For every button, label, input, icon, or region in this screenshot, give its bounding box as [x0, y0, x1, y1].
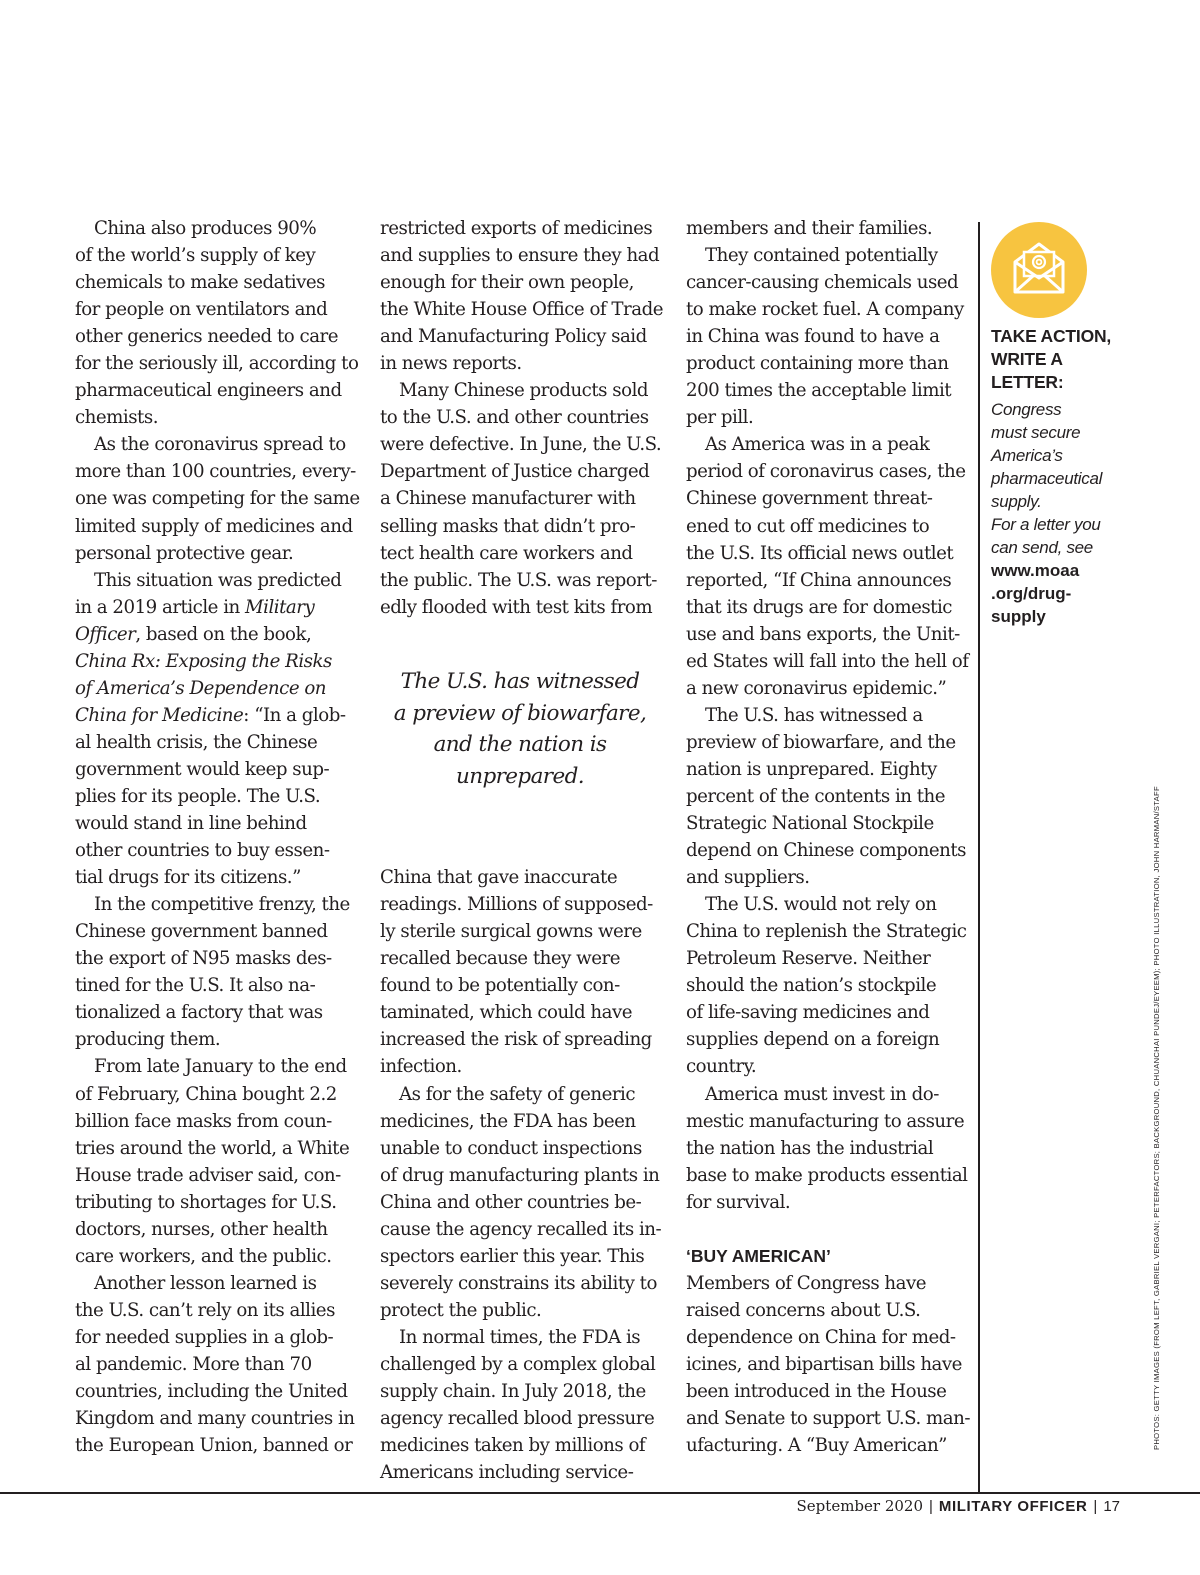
text-line: The U.S. has witnessed a [705, 704, 923, 726]
text-run: , based on the book, [135, 623, 312, 645]
text-line: producing them. [75, 1029, 221, 1051]
text-line: China also produces 90% [94, 218, 317, 239]
column-divider [978, 222, 980, 1492]
text-line: pharmaceutical engineers and [75, 380, 342, 402]
text-line: infection. [380, 1056, 462, 1078]
text-line: billion face masks from coun- [75, 1110, 332, 1132]
text-line: for people on ventilators and [75, 299, 328, 321]
text-line: challenged by a complex global [380, 1353, 656, 1375]
text-line: Many Chinese products sold [399, 380, 649, 402]
text-line [75, 648, 367, 675]
pull-quote-line: and the nation is [433, 732, 607, 757]
text-line: preview of biowarfare, and the [686, 731, 956, 753]
text-line: Petroleum Reserve. Neither [686, 948, 931, 970]
link-line[interactable]: www.moaa [991, 561, 1080, 580]
italic-title: China Rx: Exposing the Risks [75, 650, 332, 672]
text-line: medicines, the FDA has been [380, 1110, 636, 1132]
text-line: icines, and bipartisan bills have [686, 1353, 962, 1375]
footer-separator: | [1093, 1498, 1098, 1515]
text-line: raised concerns about U.S. [686, 1299, 921, 1321]
text-line: cancer-causing chemicals used [686, 272, 959, 294]
pull-quote-line: The U.S. has witnessed [400, 669, 640, 694]
text-line: Chinese government threat- [686, 488, 933, 510]
text-line: limited supply of medicines and [75, 515, 353, 537]
footer-rule [0, 1492, 1200, 1494]
italic-title: China for Medicine [75, 704, 244, 726]
text-run: : “In a glob- [243, 704, 346, 726]
text-line: severely constrains its ability to [380, 1272, 657, 1294]
text-line: of drug manufacturing plants in [380, 1164, 660, 1186]
text-line: a Chinese manufacturer with [380, 488, 636, 510]
text-line: cause the agency recalled its in- [380, 1218, 662, 1240]
text-line: agency recalled blood pressure [380, 1408, 655, 1430]
text-line: Department of Justice charged [380, 461, 650, 483]
text-line: Americans including service- [380, 1462, 634, 1484]
text-line: tect health care workers and [380, 542, 633, 564]
text-line: mestic manufacturing to assure [686, 1110, 965, 1132]
text-line: the U.S. can’t rely on its allies [75, 1299, 335, 1321]
text-line: They contained potentially [705, 245, 938, 267]
text-line: increased the risk of spreading [380, 1029, 652, 1051]
text-line: enough for their own people, [380, 272, 634, 294]
sidebar-body-line: pharmaceutical [991, 469, 1103, 488]
text-line: would stand in line behind [75, 813, 307, 835]
text-line: tries around the world, a White [75, 1137, 350, 1159]
text-line: of the world’s supply of key [75, 245, 316, 267]
text-line: in China was found to have a [686, 326, 940, 348]
article-column-3 [686, 215, 978, 1459]
section-subhead: ‘BUY AMERICAN’ [686, 1245, 831, 1266]
text-line: supply chain. In July 2018, the [380, 1381, 646, 1403]
text-line: tined for the U.S. It also na- [75, 975, 316, 997]
text-line: In normal times, the FDA is [399, 1326, 641, 1348]
text-line: base to make products essential [686, 1164, 968, 1186]
text-line: restricted exports of medicines [380, 218, 653, 239]
italic-title: Military [245, 596, 315, 618]
text-line: of life-saving medicines and [686, 1002, 930, 1024]
text-line: for survival. [686, 1191, 791, 1213]
text-line: tionalized a factory that was [75, 1002, 323, 1024]
text-line: the public. The U.S. was report- [380, 569, 657, 591]
take-action-sidebar [991, 222, 1131, 628]
text-line: From late January to the end [94, 1056, 347, 1078]
text-line: per pill. [686, 407, 754, 429]
text-line: al pandemic. More than 70 [75, 1353, 312, 1375]
text-line: period of coronavirus cases, the [686, 461, 966, 483]
article-column-1 [75, 215, 367, 1459]
text-line [75, 594, 367, 621]
text-line: America must invest in do- [705, 1083, 939, 1105]
text-line: and Senate to support U.S. man- [686, 1408, 970, 1430]
sidebar-body-line: can send, see [991, 538, 1093, 557]
sidebar-heading-line: TAKE ACTION, [991, 326, 1112, 346]
text-line: the European Union, banned or [75, 1435, 353, 1457]
text-run: in a 2019 article in [75, 596, 246, 618]
text-line: and suppliers. [686, 867, 810, 889]
text-line: unable to conduct inspections [380, 1137, 642, 1159]
text-line: Another lesson learned is [94, 1272, 317, 1294]
text-line: been introduced in the House [686, 1381, 947, 1403]
page-footer [797, 1497, 1120, 1515]
text-line: selling masks that didn’t pro- [380, 515, 636, 537]
link-line[interactable]: supply [991, 607, 1046, 626]
text-line: doctors, nurses, other health [75, 1218, 328, 1240]
text-line: In the competitive frenzy, the [94, 894, 350, 916]
text-line: As for the safety of generic [399, 1083, 636, 1105]
text-line: to make rocket fuel. A company [686, 299, 964, 321]
text-line: percent of the contents in the [686, 785, 946, 807]
text-line: ufacturing. A “Buy American” [686, 1435, 947, 1457]
text-line: chemicals to make sedatives [75, 272, 325, 294]
text-line: the export of N95 masks des- [75, 948, 332, 970]
text-line: to the U.S. and other countries [380, 407, 649, 429]
text-line: the U.S. Its official news outlet [686, 542, 954, 564]
text-line: protect the public. [380, 1299, 542, 1321]
text-line: ly sterile surgical gowns were [380, 921, 642, 943]
text-line: dependence on China for med- [686, 1326, 956, 1348]
text-line: other generics needed to care [75, 326, 339, 348]
sidebar-body-line: Congress [991, 400, 1062, 419]
text-line: ened to cut off medicines to [686, 515, 930, 537]
photo-credit: PHOTOS: GETTY IMAGES (FROM LEFT, GABRIEL VERGANI; PETERFACTORS; BACKGROUND, CHUANCHAI PUNDEJ/EYEEM); PHOTO ILLUSTRATION, JOHN HARMAN/STAFF [1152, 786, 1161, 1450]
text-line: 200 times the acceptable limit [686, 380, 952, 402]
text-line: for needed supplies in a glob- [75, 1326, 334, 1348]
text-line: As America was in a peak [705, 434, 930, 456]
text-line: recalled because they were [380, 948, 620, 970]
italic-title: of America’s Dependence on [75, 677, 327, 699]
sidebar-body [991, 398, 1131, 559]
envelope-at-icon [991, 222, 1087, 318]
text-line: a new coronavirus epidemic.” [686, 677, 947, 699]
text-line: for the seriously ill, according to [75, 353, 359, 375]
text-line: tributing to shortages for U.S. [75, 1191, 337, 1213]
drug-supply-link[interactable] [991, 559, 1131, 628]
text-line: more than 100 countries, every- [75, 461, 356, 483]
text-line: that its drugs are for domestic [686, 596, 952, 618]
text-line: found to be potentially con- [380, 975, 620, 997]
text-line: one was competing for the same [75, 488, 360, 510]
article-column-2 [380, 215, 672, 1486]
text-line [75, 621, 367, 648]
text-line: China that gave inaccurate [380, 867, 618, 889]
text-line: nation is unprepared. Eighty [686, 758, 937, 780]
text-line: Members of Congress have [686, 1272, 927, 1294]
text-line: Chinese government banned [75, 921, 328, 943]
text-line: tial drugs for its citizens.” [75, 867, 301, 889]
pull-quote [380, 666, 660, 792]
text-line: Kingdom and many countries in [75, 1408, 355, 1430]
text-line: depend on Chinese components [686, 840, 967, 862]
sidebar-body-line: must secure [991, 423, 1081, 442]
magazine-name: MILITARY OFFICER [938, 1498, 1088, 1515]
text-line: Strategic National Stockpile [686, 813, 934, 835]
text-line: and supplies to ensure they had [380, 245, 660, 267]
text-line: taminated, which could have [380, 1002, 633, 1024]
text-line: reported, “If China announces [686, 569, 952, 591]
italic-title: Officer [75, 623, 136, 645]
text-line: spectors earlier this year. This [380, 1245, 645, 1267]
pull-quote-line: unprepared. [455, 763, 585, 789]
text-line: countries, including the United [75, 1381, 348, 1403]
page-number: 17 [1103, 1498, 1120, 1515]
text-line: care workers, and the public. [75, 1245, 332, 1267]
text-line: edly flooded with test kits from [380, 596, 653, 618]
text-line: other countries to buy essen- [75, 840, 330, 862]
text-line: The U.S. would not rely on [705, 894, 937, 916]
text-line [75, 675, 367, 702]
text-line [75, 702, 367, 729]
text-line: government would keep sup- [75, 758, 330, 780]
text-line: al health crisis, the Chinese [75, 731, 318, 753]
sidebar-body-line: America’s [991, 446, 1063, 465]
text-line: were defective. In June, the U.S. [380, 434, 662, 456]
text-line: This situation was predicted [94, 569, 342, 591]
text-line: China to replenish the Strategic [686, 921, 967, 943]
text-line: As the coronavirus spread to [94, 434, 346, 456]
text-line: the nation has the industrial [686, 1137, 934, 1159]
text-line: medicines taken by millions of [380, 1435, 646, 1457]
footer-separator: | [929, 1498, 933, 1515]
text-line: the White House Office of Trade [380, 299, 664, 321]
sidebar-heading [991, 325, 1131, 394]
text-line: China and other countries be- [380, 1191, 642, 1213]
text-line: country. [686, 1056, 757, 1078]
text-line: of February, China bought 2.2 [75, 1083, 337, 1105]
text-line: members and their families. [686, 218, 933, 239]
text-line: product containing more than [686, 353, 949, 375]
sidebar-body-line: For a letter you [991, 515, 1101, 534]
text-line: House trade adviser said, con- [75, 1164, 341, 1186]
text-line: supplies depend on a foreign [686, 1029, 940, 1051]
text-line: in news reports. [380, 353, 522, 375]
pull-quote-line: a preview of biowarfare, [393, 700, 647, 726]
text-line: ed States will fall into the hell of [686, 650, 969, 672]
sidebar-body-line: supply. [991, 492, 1042, 511]
text-line: and Manufacturing Policy said [380, 326, 647, 348]
text-line: should the nation’s stockpile [686, 975, 937, 997]
text-line: personal protective gear. [75, 542, 294, 564]
column-spacer [686, 1216, 978, 1243]
sidebar-heading-line: LETTER: [991, 372, 1064, 392]
text-line: readings. Millions of supposed- [380, 894, 653, 916]
text-line: plies for its people. The U.S. [75, 785, 321, 807]
sidebar-heading-line: WRITE A [991, 349, 1063, 369]
text-line: use and bans exports, the Unit- [686, 623, 960, 645]
link-line[interactable]: .org/drug- [991, 584, 1072, 603]
text-line: chemists. [75, 407, 158, 429]
issue-date: September 2020 [796, 1497, 924, 1515]
